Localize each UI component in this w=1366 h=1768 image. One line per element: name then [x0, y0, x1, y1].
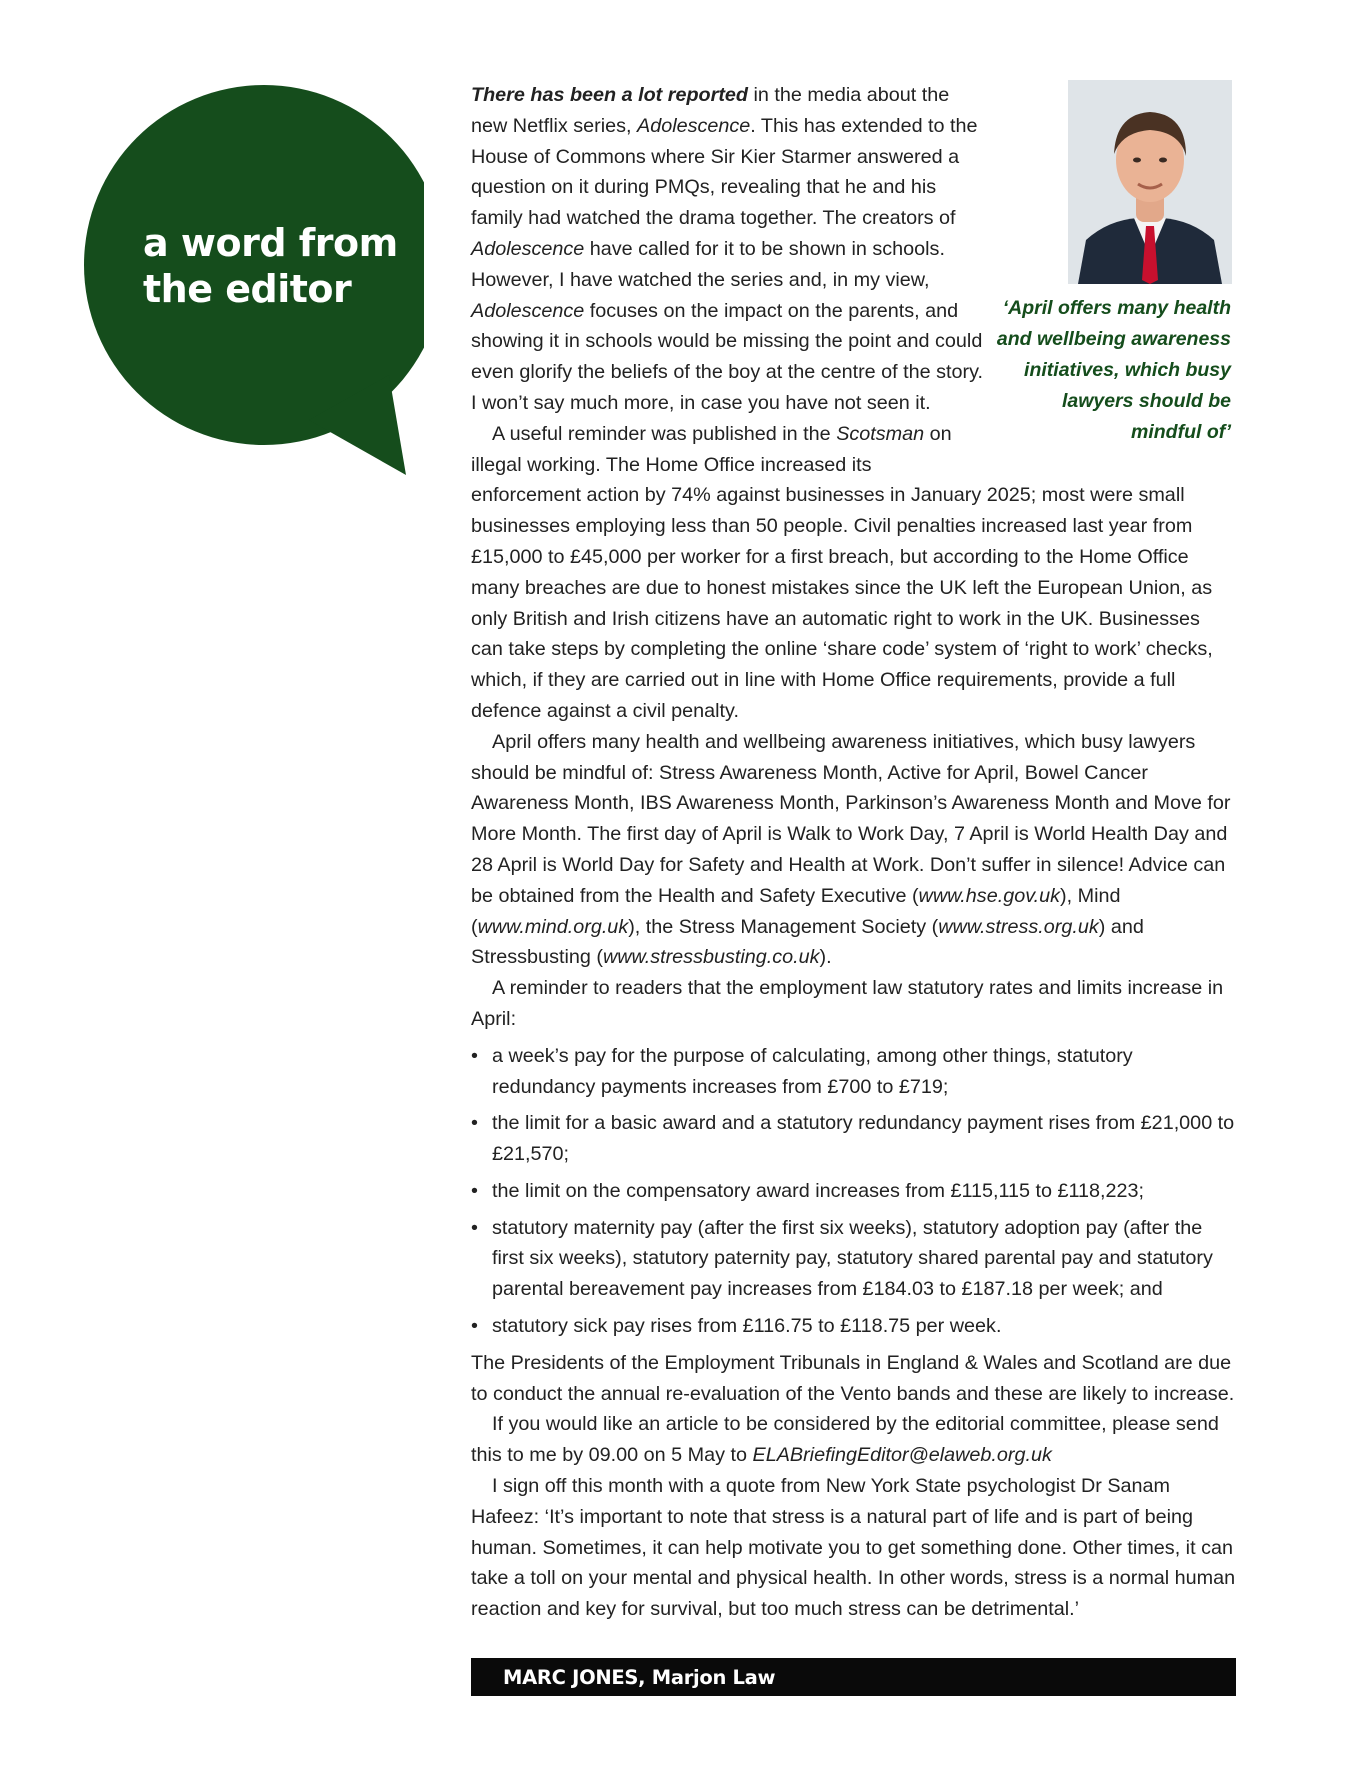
bullet-icon: •: [471, 1216, 478, 1239]
pull-quote: ‘April offers many health and wellbeing awareness initiatives, which busy lawyers should be mindful of’: [996, 297, 1231, 443]
link-mind[interactable]: www.mind.org.uk: [477, 915, 629, 938]
bullet-icon: •: [471, 1315, 478, 1338]
section-title-line1: a word from: [143, 221, 398, 265]
paragraph-7: I sign off this month with a quote from New York State psychologist Dr Sanam Hafeez: ‘It’s important to note that stress is a natural part of life and is part of being human. Sometimes, it can help motivate you to get something done. Other times, it can take a toll on your mental and physical health. In other words, stress is a normal human reaction and key for survival, but too much stress can be detrimental.’: [471, 1475, 1236, 1621]
lead-in: There has been a lot reported: [471, 84, 749, 106]
bullet-icon: •: [471, 1044, 478, 1067]
link-stress[interactable]: www.stress.org.uk: [938, 915, 1099, 938]
article-body: [471, 80, 1236, 1625]
rates-list: [471, 1041, 1236, 1342]
series-title: Adolescence: [471, 237, 585, 260]
paragraph-1: There has been a lot reported in the media about the new Netflix series, Adolescence. This has extended to the House of Commons where Sir Kier Starmer answered a question on it during PMQs, revealing that he and his family had watched the drama together. The creators of Adolescence have called for it to be shown in schools. However, I have watched the series and, in my view, Adolescence focuses on the impact on the parents, and showing it in schools would be missing the point and could even glorify the beliefs of the boy at the centre of the story. I won’t say much more, in case you have not seen it.: [471, 84, 984, 414]
section-title: [143, 220, 403, 312]
signoff-bar: [471, 1658, 1236, 1696]
list-item: • statutory maternity pay (after the first six weeks), statutory adoption pay (after the first six weeks), statutory paternity pay, statutory shared parental pay and statutory parental bereavement pay increases from £184.03 to £187.18 per week; and: [471, 1213, 1236, 1305]
list-item: • statutory sick pay rises from £116.75 to £118.75 per week.: [471, 1311, 1236, 1342]
section-title-line2: the editor: [143, 267, 352, 311]
bullet-icon: •: [471, 1179, 478, 1202]
series-title: Adolescence: [637, 114, 751, 137]
link-hse[interactable]: www.hse.gov.uk: [918, 884, 1061, 907]
list-item: • the limit for a basic award and a statutory redundancy payment rises from £21,000 to £21,570;: [471, 1108, 1236, 1170]
newspaper-title: Scotsman: [836, 422, 925, 445]
link-stressbusting[interactable]: www.stressbusting.co.uk: [602, 946, 820, 969]
bullet-icon: •: [471, 1112, 478, 1135]
photo-quote-spacer: [986, 80, 1236, 452]
series-title: Adolescence: [471, 299, 585, 322]
paragraph-3: April offers many health and wellbeing awareness initiatives, which busy lawyers should be mindful of: Stress Awareness Month, Active for April, Bowel Cancer Awareness Month, IBS Awareness Month, Parkinson’s Awareness Month and Move for More Month. The first day of April is Walk to Work Day, 7 April is World Health Day and 28 April is World Day for Safety and Health at Work. Don’t suffer in silence! Advice can be obtained from the Health and Safety Executive (www.hse.gov.uk), Mind (www.mind.org.uk), the Stress Management Society (www.stress.org.uk) and Stressbusting (www.stressbusting.co.uk).: [471, 730, 1231, 969]
signoff-name: MARC JONES, Marjon Law: [503, 1666, 776, 1689]
paragraph-2: A useful reminder was published in the Scotsman on illegal working. The Home Office increased its enforcement action by 74% against businesses in January 2025; most were small businesses employing less than 50 people. Civil penalties increased last year from £15,000 to £45,000 per worker for a first breach, but according to the Home Office many breaches are due to honest mistakes since the UK left the European Union, as only British and Irish citizens have an automatic right to work in the UK. Businesses can take steps by completing the online ‘share code’ system of ‘right to work’ checks, which, if they are carried out in line with Home Office requirements, provide a full defence against a civil penalty.: [471, 422, 1213, 722]
paragraph-5: The Presidents of the Employment Tribunals in England & Wales and Scotland are due to conduct the annual re-evaluation of the Vento bands and these are likely to increase.: [471, 1351, 1235, 1405]
list-item: • a week’s pay for the purpose of calculating, among other things, statutory redundancy payments increases from £700 to £719;: [471, 1041, 1236, 1103]
list-item: • the limit on the compensatory award increases from £115,115 to £118,223;: [471, 1176, 1236, 1207]
paragraph-6: If you would like an article to be considered by the editorial committee, please send this to me by 09.00 on 5 May to ELABriefingEditor@elaweb.org.uk: [471, 1413, 1219, 1467]
paragraph-4: A reminder to readers that the employment law statutory rates and limits increase in April:: [471, 977, 1224, 1030]
editor-email-link[interactable]: ELABriefingEditor@elaweb.org.uk: [752, 1444, 1052, 1467]
